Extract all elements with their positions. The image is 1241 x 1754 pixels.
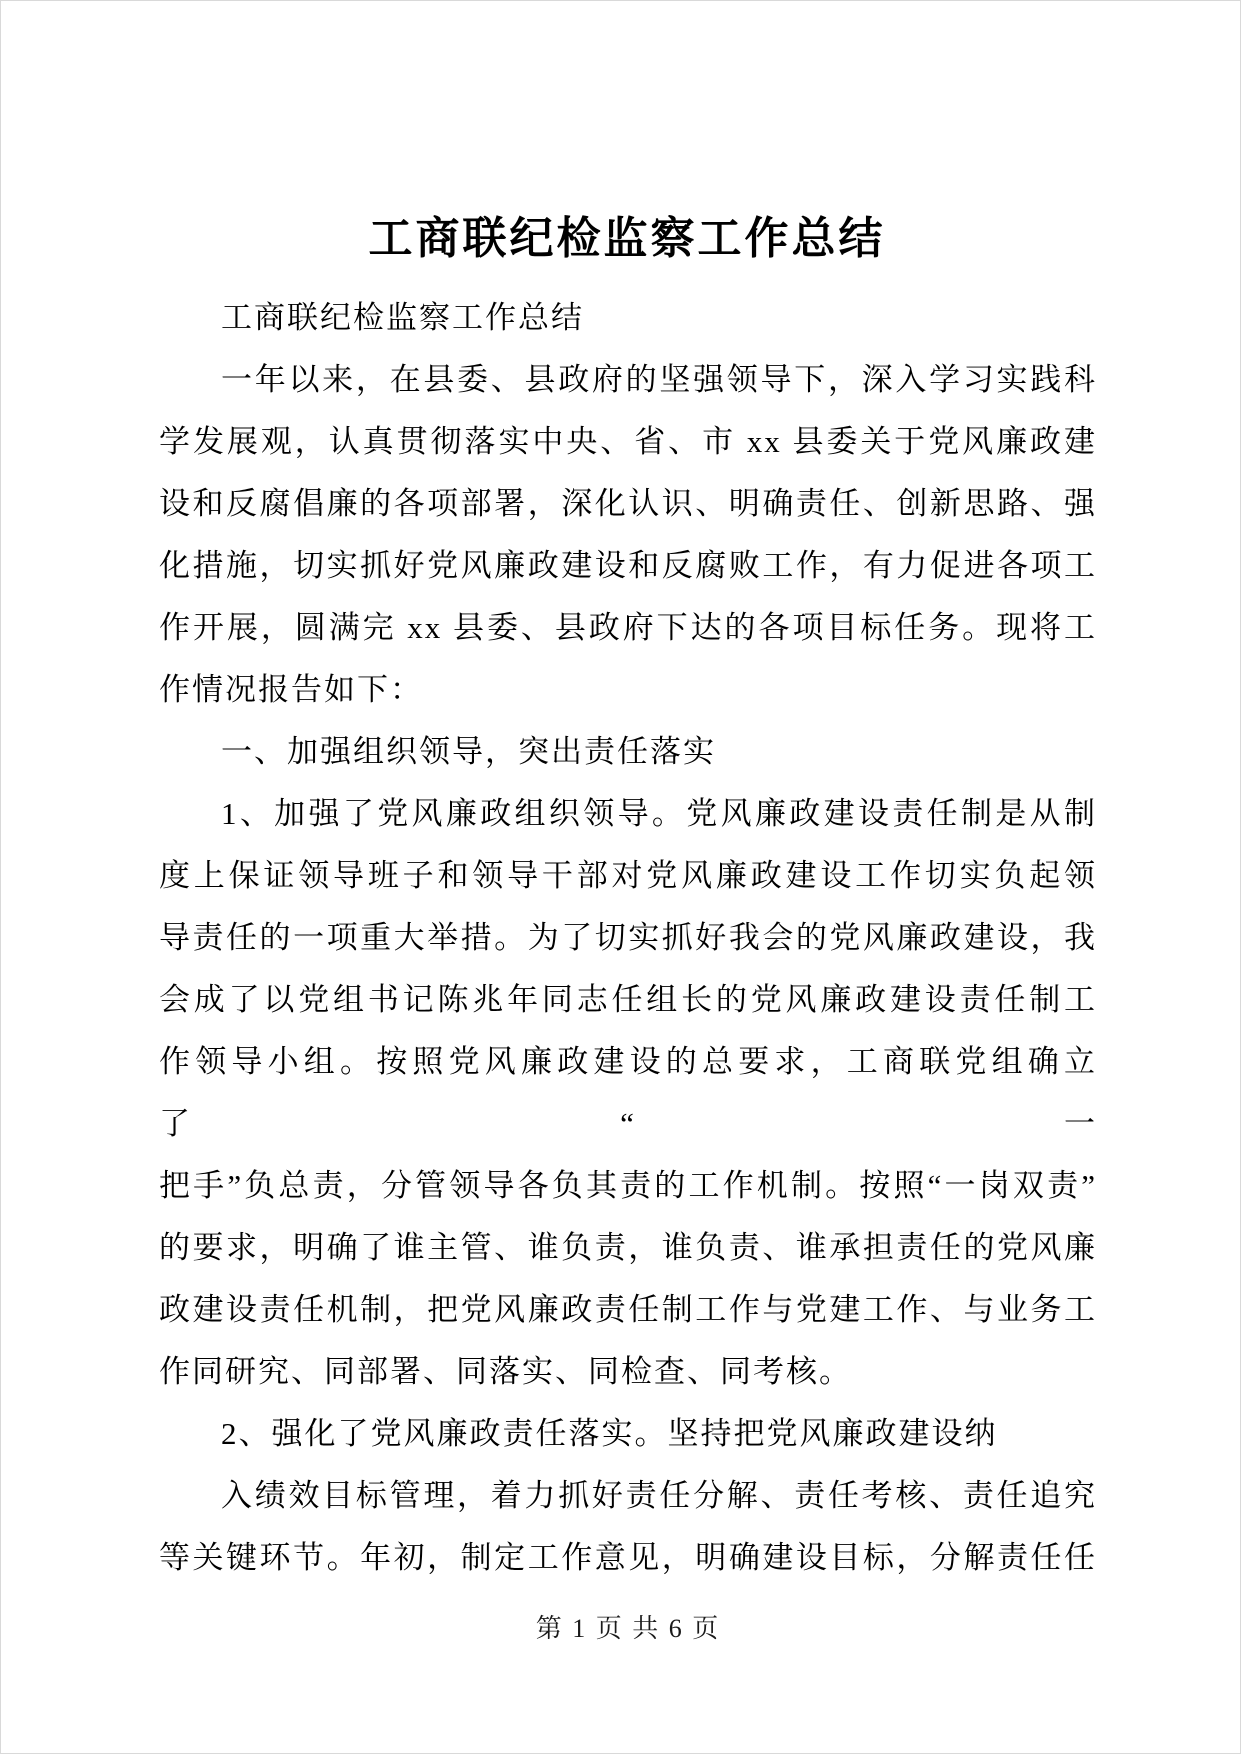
text-line: 化措施，切实抓好党风廉政建设和反腐败工作，有力促进各项工	[159, 548, 1097, 583]
document-body	[159, 287, 1097, 1589]
text-line: 作领导小组。按照党风廉政建设的总要求，工商联党组确立了“一	[159, 1044, 1097, 1141]
text-line: 作情况报告如下：	[159, 672, 423, 707]
text-line: 等关键环节。年初，制定工作意见，明确建设目标，分解责任任	[159, 1540, 1097, 1575]
text-line: 入绩效目标管理，着力抓好责任分解、责任考核、责任追究	[221, 1478, 1097, 1513]
text-line: 度上保证领导班子和领导干部对党风廉政建设工作切实负起领	[159, 858, 1097, 893]
text-line: 设和反腐倡廉的各项部署，深化认识、明确责任、创新思路、强	[159, 486, 1097, 521]
page-footer: 第 1 页 共 6 页	[535, 1614, 721, 1643]
text-line: 一年以来，在县委、县政府的坚强领导下，深入学习实践科	[221, 362, 1097, 397]
text-line: 学发展观，认真贯彻落实中央、省、市 xx 县委关于党风廉政建	[159, 424, 1097, 459]
document-title: 工商联纪检监察工作总结	[368, 214, 886, 263]
text-line: 一、加强组织领导，突出责任落实	[221, 734, 716, 769]
text-line: 的要求，明确了谁主管、谁负责，谁负责、谁承担责任的党风廉	[159, 1230, 1097, 1265]
text-line: 作开展，圆满完 xx 县委、县政府下达的各项目标任务。现将工	[159, 610, 1097, 645]
text-line: 政建设责任机制，把党风廉政责任制工作与党建工作、与业务工	[159, 1292, 1097, 1327]
text-line: 把手”负总责，分管领导各负其责的工作机制。按照“一岗双责”	[159, 1168, 1097, 1203]
text-line: 2、强化了党风廉政责任落实。坚持把党风廉政建设纳	[221, 1416, 998, 1451]
text-line: 作同研究、同部署、同落实、同检查、同考核。	[159, 1354, 852, 1389]
text-line: 1、加强了党风廉政组织领导。党风廉政建设责任制是从制	[221, 796, 1097, 831]
text-line: 工商联纪检监察工作总结	[221, 300, 584, 335]
text-line: 会成了以党组书记陈兆年同志任组长的党风廉政建设责任制工	[159, 982, 1097, 1017]
text-line: 导责任的一项重大举措。为了切实抓好我会的党风廉政建设，我	[159, 920, 1097, 955]
